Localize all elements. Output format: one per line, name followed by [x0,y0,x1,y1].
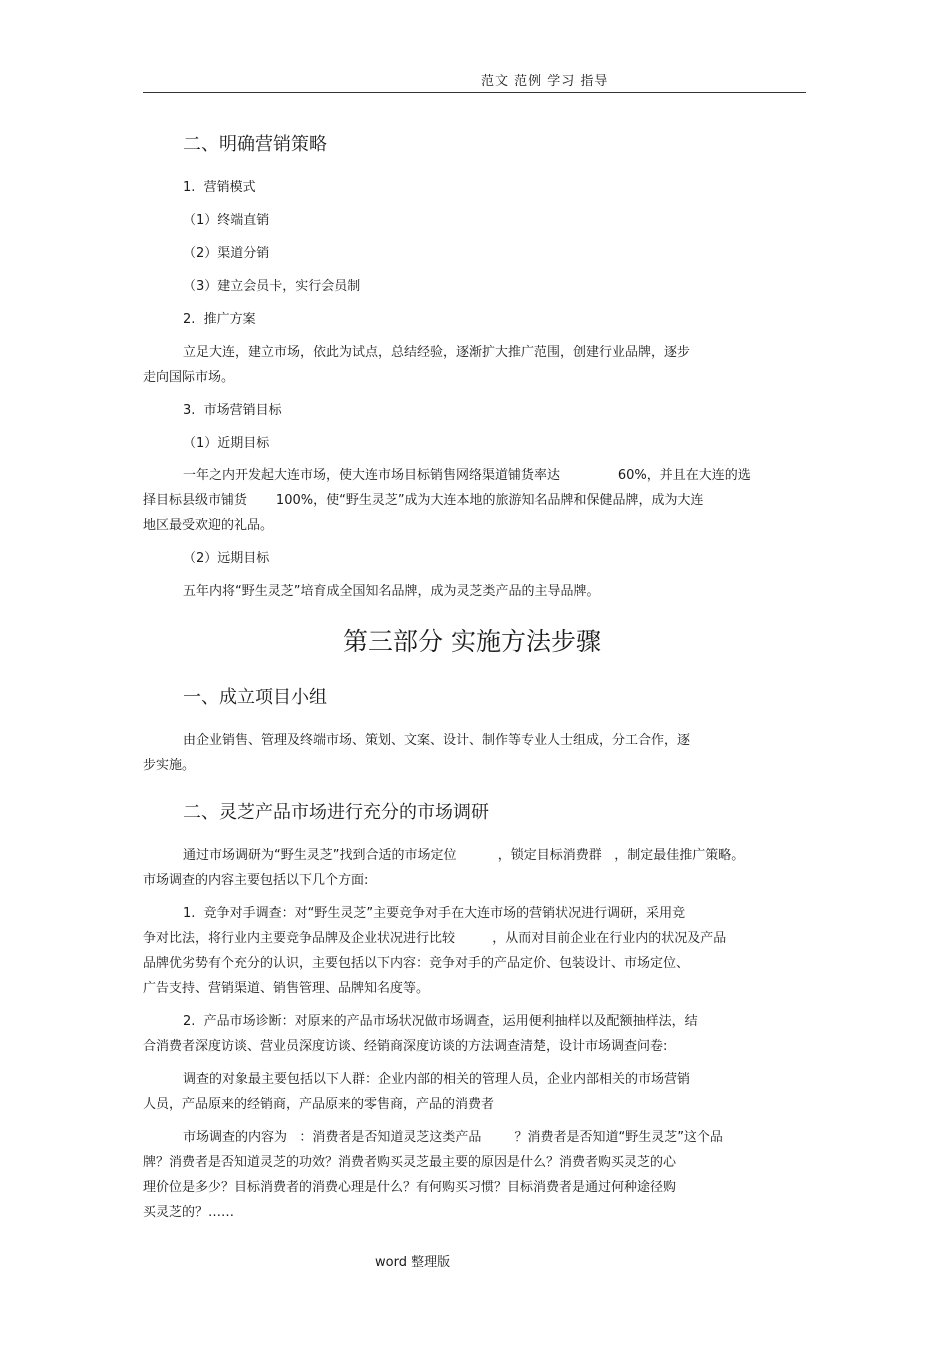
header-text: 范文 范例 学习 指导 [481,74,609,89]
item3-sub1-line1: 一年之内开发起大连市场，使大连市场目标销售网络渠道铺货率达 60%，并且在大连的选 [183,468,751,483]
part3-s2-p3-line2: 合消费者深度访谈、营业员深度访谈、经销商深度访谈的方法调查清楚，设计市场调查问卷: [143,1039,668,1054]
part3-s2-p3-line1: 2. 产品市场诊断：对原来的产品市场状况做市场调查，运用便利抽样以及配额抽样法，结 [183,1014,698,1029]
item1-title: 1. 营销模式 [183,180,256,195]
item2-text-line1: 立足大连，建立市场，依此为试点，总结经验，逐渐扩大推广范围，创建行业品牌，逐步 [183,345,691,360]
part3-s2-p5-line1: 市场调查的内容为 ：消费者是否知道灵芝这类产品 ？消费者是否知道“野生灵芝”这个品 [183,1130,723,1145]
item1-sub2: （2）渠道分销 [183,246,270,261]
part3-s2-heading: 二、灵芝产品市场进行充分的市场调研 [183,802,489,823]
part3-s2-p5-line4: 买灵芝的？…… [143,1205,235,1220]
part3-s1-heading: 一、成立项目小组 [183,687,327,708]
item3-sub2-line1: 五年内将“野生灵芝”培育成全国知名品牌，成为灵芝类产品的主导品牌。 [183,584,600,599]
part3-s2-p2-line1: 1. 竞争对手调查：对“野生灵芝”主要竞争对手在大连市场的营销状况进行调研，采用竞 [183,906,686,921]
item3-sub1-line3: 地区最受欢迎的礼品。 [143,518,274,533]
item2-title: 2. 推广方案 [183,312,256,327]
part3-s2-p1-line2: 市场调查的内容主要包括以下几个方面: [143,873,369,888]
item3-title: 3. 市场营销目标 [183,403,282,418]
item1-sub1: （1）终端直销 [183,213,270,228]
part3-title: 第三部分 实施方法步骤 [343,627,601,656]
part3-s2-p4-line1: 调查的对象最主要包括以下人群：企业内部的相关的管理人员，企业内部相关的市场营销 [183,1072,691,1087]
item2-text-line2: 走向国际市场。 [143,370,235,385]
part3-s2-p5-line3: 理价位是多少？目标消费者的消费心理是什么？有何购买习惯？目标消费者是通过何种途径购 [143,1180,677,1195]
section-heading-marketing-strategy: 二、明确营销策略 [183,134,327,155]
item3-sub1-line2: 择目标县级市铺货 100%，使“野生灵芝”成为大连本地的旅游知名品牌和保健品牌，成为大连 [143,493,704,508]
part3-s1-line1: 由企业销售、管理及终端市场、策划、文案、设计、制作等专业人士组成，分工合作，逐 [183,733,691,748]
page-header [143,64,806,93]
part3-s2-p1-line1: 通过市场调研为“野生灵芝”找到合适的市场定位 ，锁定目标消费群 ，制定最佳推广策略。 [183,848,745,863]
part3-s2-p5-line2: 牌？消费者是否知道灵芝的功效？消费者购买灵芝最主要的原因是什么？消费者购买灵芝的心 [143,1155,677,1170]
part3-s2-p2-line4: 广告支持、营销渠道、销售管理、品牌知名度等。 [143,981,430,996]
item3-sub2: （2）远期目标 [183,551,270,566]
part3-s2-p2-line3: 品牌优劣势有个充分的认识，主要包括以下内容：竞争对手的产品定价、包装设计、市场定位、 [143,956,690,971]
item1-sub3: （3）建立会员卡，实行会员制 [183,279,361,294]
part3-s2-p4-line2: 人员，产品原来的经销商，产品原来的零售商，产品的消费者 [143,1097,495,1112]
page-footer: word 整理版 [375,1255,451,1270]
item3-sub1: （1）近期目标 [183,436,270,451]
part3-s2-p2-line2: 争对比法，将行业内主要竞争品牌及企业状况进行比较 ，从而对目前企业在行业内的状况及产品 [143,931,727,946]
part3-s1-line2: 步实施。 [143,758,196,773]
